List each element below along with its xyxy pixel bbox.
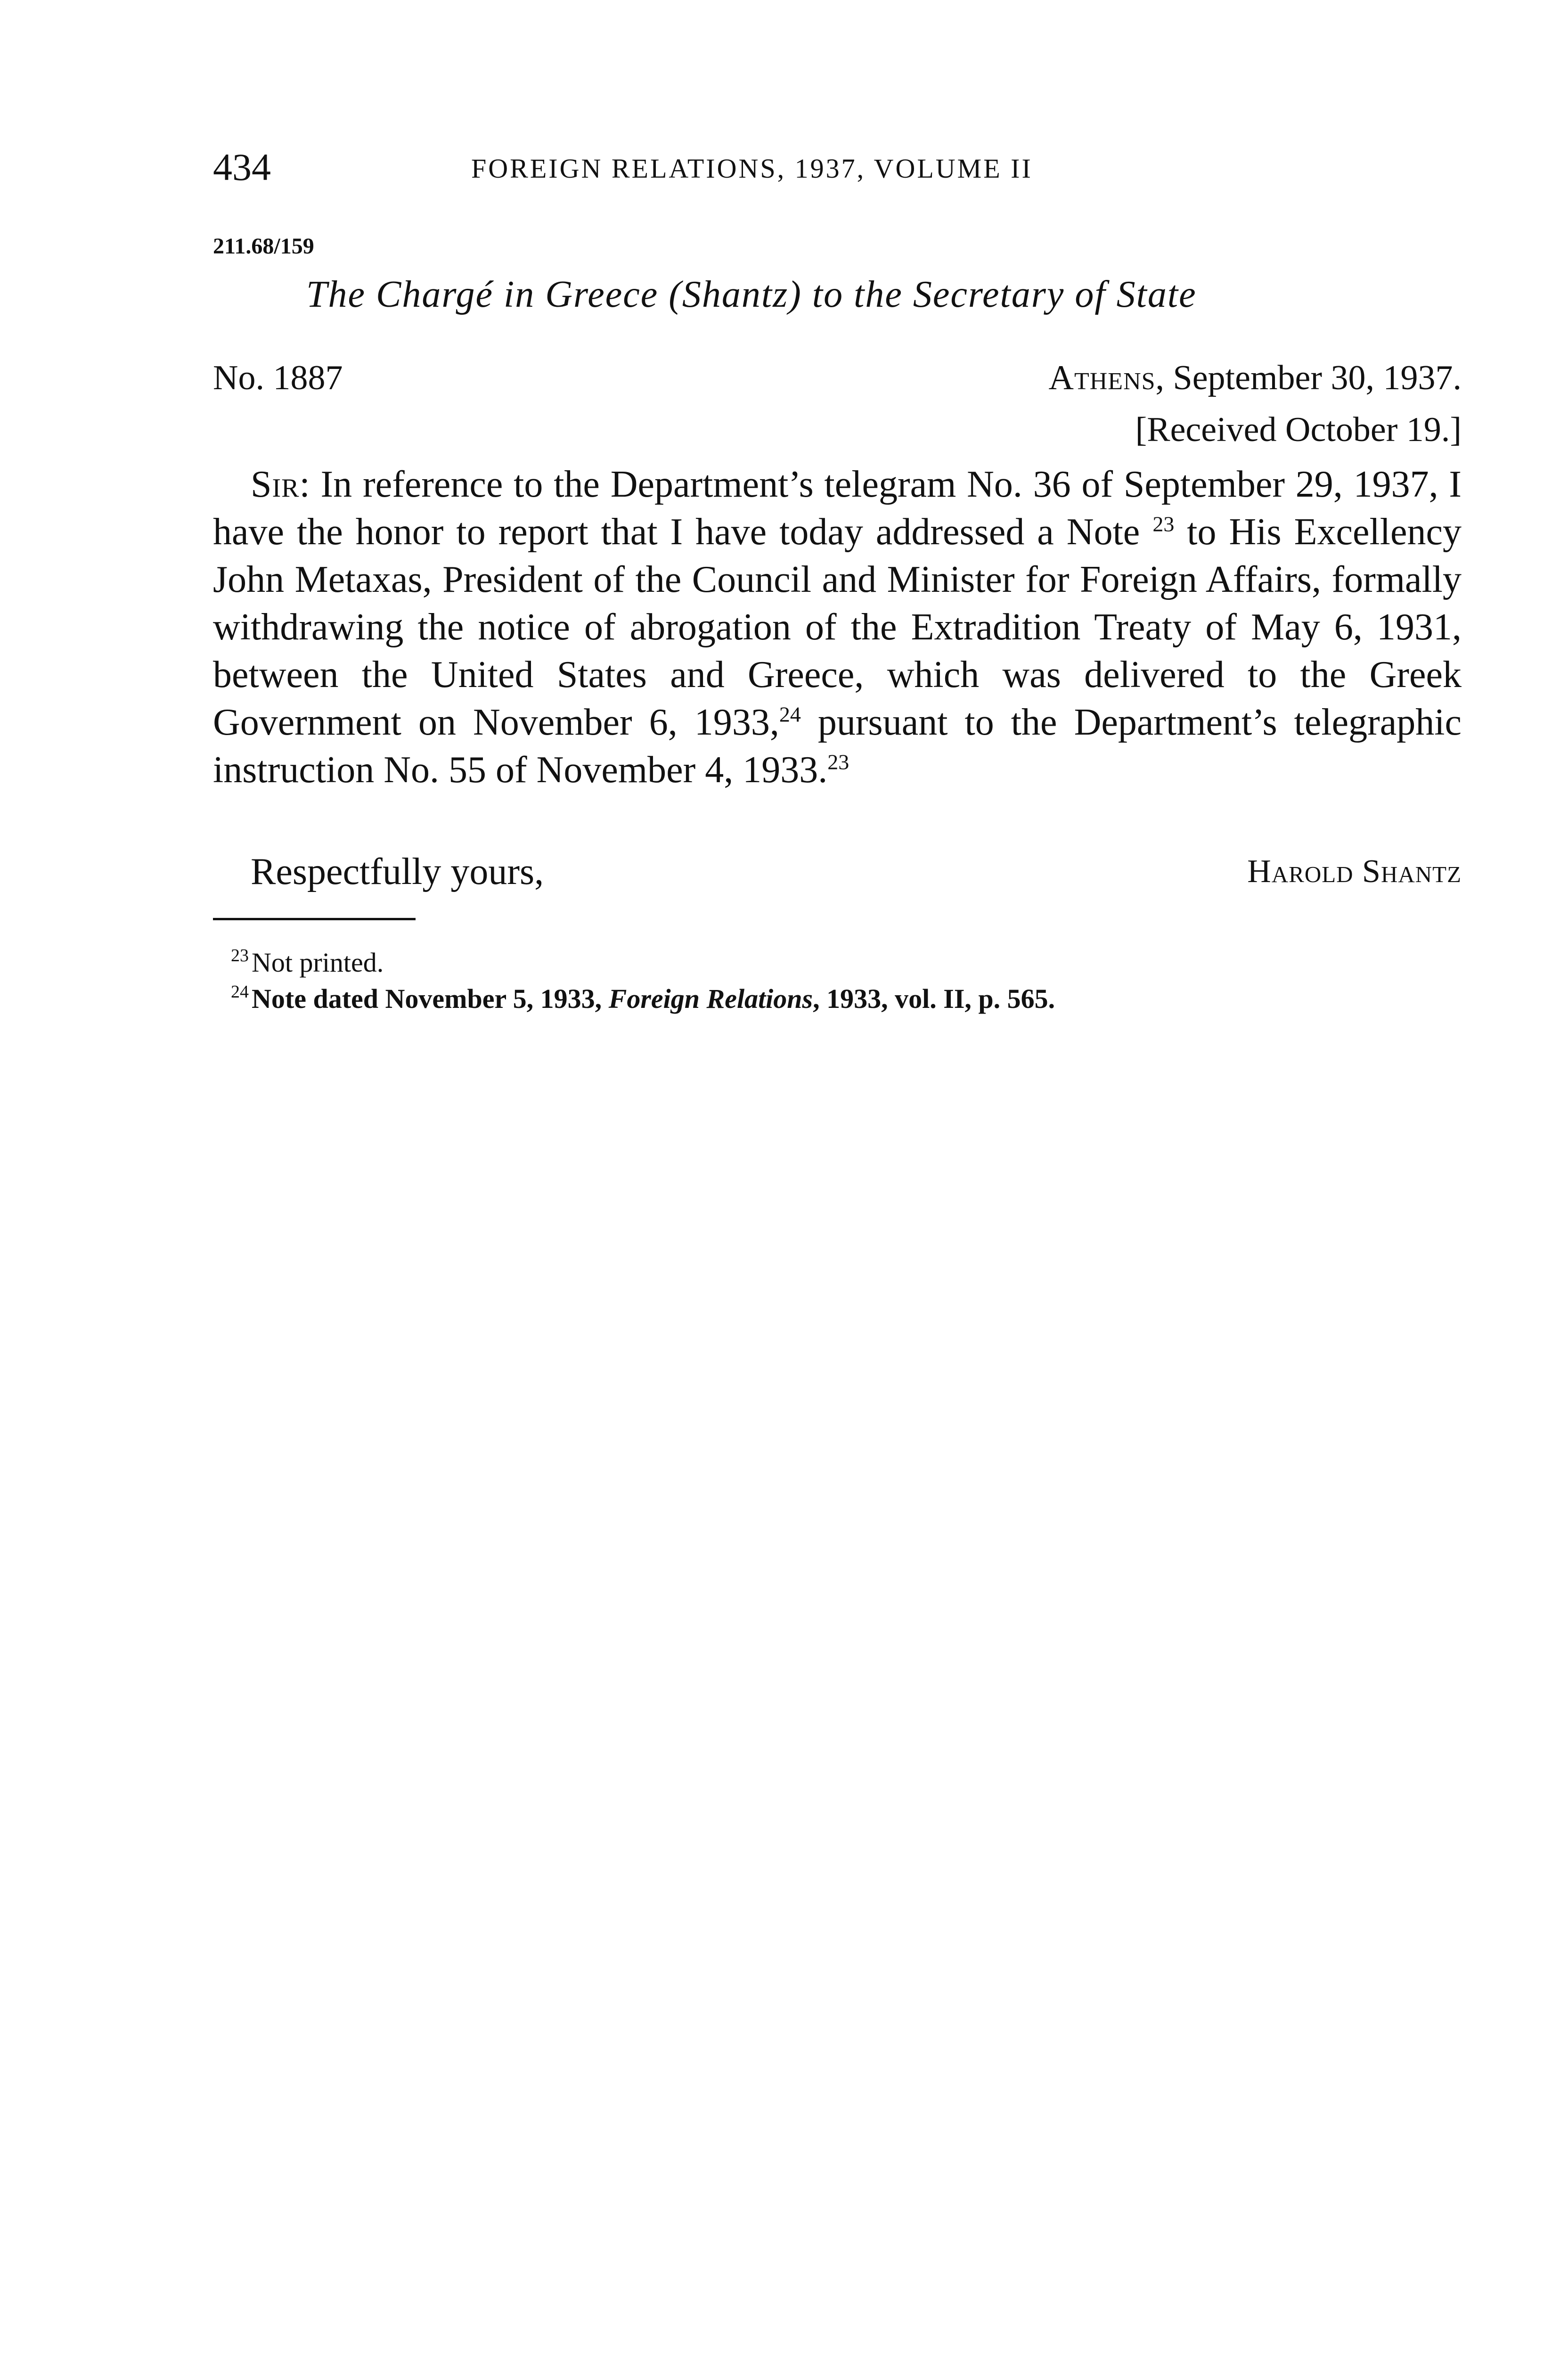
despatch-number: No. 1887 [213, 359, 343, 397]
letter-body [213, 461, 1462, 794]
footnote-text-before: Note dated November 5, 1933, [252, 983, 609, 1014]
file-number: 211.68/159 [213, 234, 314, 259]
signature: Harold Shantz [1247, 853, 1462, 890]
footnote-reference-24: 24 [779, 702, 801, 727]
dateline-date: , September 30, 1937. [1155, 359, 1462, 397]
complimentary-close: Respectfully yours, [251, 851, 544, 892]
footnote-reference-23-second: 23 [827, 750, 849, 774]
footnotes [231, 946, 1456, 1019]
footnote-23 [231, 946, 1456, 982]
document-heading: The Chargé in Greece (Shantz) to the Secretary of State [306, 274, 1197, 315]
dateline-place: Athens [1048, 359, 1156, 397]
footnote-publication-title: Foreign Relations [608, 983, 813, 1014]
salutation: Sir [251, 464, 300, 505]
running-head: FOREIGN RELATIONS, 1937, VOLUME II [471, 153, 1033, 184]
footnote-marker: 24 [231, 982, 249, 1002]
footnote-text-after: , 1933, vol. II, p. 565. [813, 983, 1055, 1014]
page-number: 434 [213, 146, 271, 188]
footnote-24 [231, 982, 1456, 1019]
dateline [1049, 354, 1462, 401]
received-date: [Received October 19.] [1135, 410, 1462, 449]
body-text-part-1: : In reference to the Department’s telegram No. 36 of September 29, 1937, I have the honor to report that I have today addressed a Note [213, 464, 1462, 553]
body-text-part-2: to His Excellency John Metaxas, President of the Council and Minister for Foreign Affairs, formally withdrawing the notice of abrogation of the Extradition Treaty of May 6, 1931, between the United States and Greece, which was delivered to the Greek Government on November 6, 1933, [213, 511, 1462, 743]
footnote-text: Not printed. [252, 947, 384, 978]
closing-line [213, 848, 1462, 895]
footnote-divider [213, 918, 416, 920]
page-header [213, 141, 1462, 193]
footnote-reference-23: 23 [1152, 512, 1175, 536]
body-text-part-3: pursuant to the Department’s telegraphic instruction No. 55 of November 4, 1933. [213, 702, 1462, 791]
footnote-marker: 23 [231, 946, 249, 965]
